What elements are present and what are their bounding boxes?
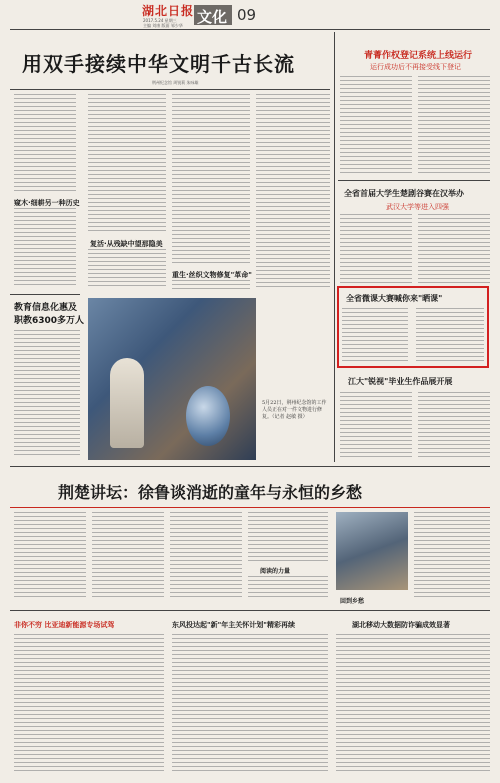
right-story4-title: 江大"锐视"毕业生作品展开展 [348,377,453,386]
right-story3-col-a [342,308,408,362]
left-brief-title: 教育信息化惠及 [14,303,78,313]
right-story1-col-a [340,76,412,176]
feature-col-4b [248,576,328,600]
right-story2-col-b [418,214,490,284]
right-rule-1 [338,180,490,181]
masthead-rule [10,29,490,30]
page-number: 09 [237,6,257,24]
right-story4-col-a [340,392,412,460]
main-headline: 用双手接续中华文明千古长流 [22,52,295,76]
date-line: 2017.5.24 星期三 [143,18,177,23]
main-subhead-2: 复活·从残缺中望那隐美 [90,240,163,248]
left-brief-rule [10,294,80,295]
feature-photo [336,512,408,590]
feature-subhead-1: 阅读的力量 [260,568,291,575]
newspaper-logo: 湖北日报 [142,4,195,18]
editor-line: 主编 刘康 版面 邹少华 [143,23,183,28]
bottom-story2-text [172,634,328,774]
right-story3-title: 全省微课大赛喊你来"晒课" [346,294,443,303]
main-photo [88,298,256,460]
feature-col-3 [170,512,242,600]
right-story3-col-b [416,308,484,362]
column-divider [334,32,335,462]
bottom-top-rule [10,610,490,611]
main-col-3b [172,280,250,290]
feature-col-1 [14,512,86,600]
main-subhead-1: 窥木·细耕另一种历史 [14,199,80,207]
photo-caption: 5月22日，荆州纪念馆的工作人员正在对一件文物进行修复。（记者 赵敏 摄） [262,400,327,420]
bottom-story1-text [14,634,164,774]
main-col-4 [256,94,330,290]
masthead [0,0,500,30]
left-brief-title-2: 职教6300多万人 [14,316,85,326]
main-subhead-3: 重生·丝织文物修复"革命" [172,271,252,279]
feature-top-rule [10,466,490,467]
right-story4-col-b [418,392,490,460]
main-col-1 [14,94,76,194]
feature-col-4 [248,512,328,562]
right-story2-title: 全省首届大学生楚剧谷赛在汉举办 [344,189,464,198]
main-col-3 [172,94,250,264]
right-story1-col-b [418,76,490,176]
bottom-story3-title: 湖北移动大数据防诈骗成效显著 [352,621,450,629]
right-story2-col-a [340,214,412,284]
bottom-story1-title: 非你不穷 比亚迪新能源专场试驾 [14,621,115,629]
feature-col-2 [92,512,164,600]
headline-divider [10,89,330,90]
right-story1-title: 青菁作权登记系统上线运行 [364,51,473,61]
bottom-story2-title: 东风投达起"新"年主关怀计划"精彩再续 [172,621,295,629]
bottom-story3-text [336,634,490,774]
right-story2-subtitle: 武汉大学等进入四强 [386,203,449,211]
main-byline: 荆州纪念馆 周锐莉 朱咏雄 [152,80,199,85]
photo-worker [110,358,144,448]
photo-vase [186,386,230,446]
main-col-2 [88,94,166,234]
main-col-1b [14,208,76,288]
feature-divider [10,507,490,508]
main-col-2b [88,249,166,289]
left-brief-text [14,330,80,458]
section-name: 文化 [197,8,228,26]
feature-subhead-2: 回到乡愁 [340,598,365,605]
feature-col-5 [414,512,490,600]
right-story1-subtitle: 运行成功后不再接受线下登记 [370,63,461,71]
feature-headline: 荆楚讲坛：徐鲁谈消逝的童年与永恒的乡愁 [58,483,363,502]
